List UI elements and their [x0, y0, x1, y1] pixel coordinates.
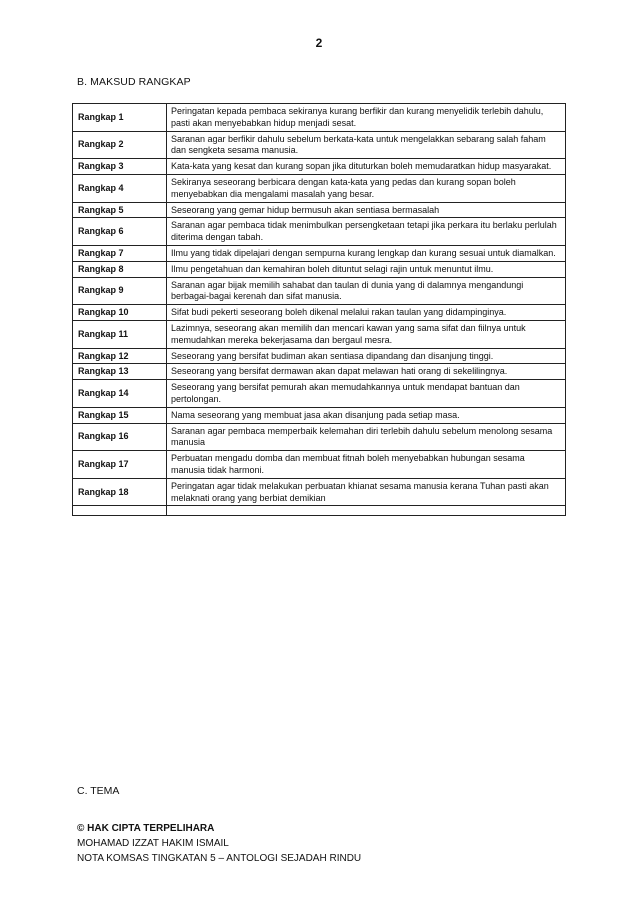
rangkap-label: Rangkap 11: [73, 320, 167, 348]
rangkap-meaning: Sifat budi pekerti seseorang boleh dikenal melalui rakan taulan yang didampinginya.: [167, 305, 566, 321]
rangkap-label: Rangkap 5: [73, 202, 167, 218]
table-row-empty: [73, 506, 566, 516]
table-row: [73, 380, 566, 408]
rangkap-meaning: Saranan agar pembaca memperbaik kelemahan diri terlebih dahulu sebelum menolong sesama manusia: [167, 423, 566, 451]
table-row: [73, 478, 566, 506]
author-name: MOHAMAD IZZAT HAKIM ISMAIL: [77, 838, 229, 849]
rangkap-meaning: Saranan agar pembaca tidak menimbulkan persengketaan tetapi jika perkara itu berlaku perlulah diterima dengan tabah.: [167, 218, 566, 246]
rangkap-meaning: Ilmu pengetahuan dan kemahiran boleh dituntut selagi rajin untuk menuntut ilmu.: [167, 261, 566, 277]
table-row: [73, 320, 566, 348]
table-row: [73, 202, 566, 218]
rangkap-label: Rangkap 7: [73, 245, 167, 261]
rangkap-label: Rangkap 16: [73, 423, 167, 451]
rangkap-label: Rangkap 4: [73, 174, 167, 202]
rangkap-label: Rangkap 15: [73, 407, 167, 423]
rangkap-label: Rangkap 18: [73, 478, 167, 506]
rangkap-label: Rangkap 1: [73, 104, 167, 132]
rangkap-meaning: Kata-kata yang kesat dan kurang sopan jika dituturkan boleh memudaratkan hidup masyarakat.: [167, 159, 566, 175]
rangkap-meaning: Seseorang yang bersifat dermawan akan dapat melawan hati orang di sekelilingnya.: [167, 364, 566, 380]
rangkap-meaning: Peringatan kepada pembaca sekiranya kurang berfikir dan kurang menyelidik terlebih dahulu, pasti akan menyebabkan hidup menjadi sesat.: [167, 104, 566, 132]
rangkap-label: Rangkap 9: [73, 277, 167, 305]
rangkap-label: Rangkap 8: [73, 261, 167, 277]
rangkap-meaning: Perbuatan mengadu domba dan membuat fitnah boleh menyebabkan hubungan sesama manusia tidak harmoni.: [167, 451, 566, 479]
rangkap-meaning: Seseorang yang bersifat pemurah akan memudahkannya untuk mendapat bantuan dan pertolongan.: [167, 380, 566, 408]
table-row: [73, 423, 566, 451]
rangkap-label: Rangkap 6: [73, 218, 167, 246]
rangkap-label: Rangkap 3: [73, 159, 167, 175]
copyright-notice: © HAK CIPTA TERPELIHARA: [77, 823, 215, 834]
table-row: [73, 348, 566, 364]
table-row: [73, 174, 566, 202]
table-row: [73, 245, 566, 261]
rangkap-label: Rangkap 12: [73, 348, 167, 364]
rangkap-meaning: Lazimnya, seseorang akan memilih dan mencari kawan yang sama sifat dan fiilnya untuk memudahkan mereka bekerjasama dan bergaul mesra.: [167, 320, 566, 348]
table-row: [73, 218, 566, 246]
page-number: 2: [315, 36, 323, 50]
table-row: [73, 305, 566, 321]
rangkap-meaning: Seseorang yang gemar hidup bermusuh akan sentiasa bermasalah: [167, 202, 566, 218]
section-heading-maksud-rangkap: B. MAKSUD RANGKAP: [77, 76, 191, 88]
rangkap-label: Rangkap 13: [73, 364, 167, 380]
rangkap-meaning: Saranan agar bijak memilih sahabat dan taulan di dunia yang di dalamnya mengandungi berbagai-bagai kerenah dan sifat manusia.: [167, 277, 566, 305]
rangkap-meaning: Sekiranya seseorang berbicara dengan kata-kata yang pedas dan kurang sopan boleh menyebabkan dia mengalami masalah yang besar.: [167, 174, 566, 202]
rangkap-label: Rangkap 2: [73, 131, 167, 159]
maksud-rangkap-table-body: [73, 104, 566, 516]
maksud-rangkap-table: [72, 103, 566, 516]
table-row: [73, 159, 566, 175]
table-row: [73, 407, 566, 423]
notes-title: NOTA KOMSAS TINGKATAN 5 – ANTOLOGI SEJADAH RINDU: [77, 853, 362, 864]
rangkap-meaning: Ilmu yang tidak dipelajari dengan sempurna kurang lengkap dan kurang sesuai untuk diamalkan.: [167, 245, 566, 261]
footer: [77, 821, 361, 866]
section-heading-tema: C. TEMA: [77, 785, 120, 797]
table-row: [73, 104, 566, 132]
empty-cell: [167, 506, 566, 516]
empty-cell: [73, 506, 167, 516]
table-row: [73, 277, 566, 305]
table-row: [73, 131, 566, 159]
table-row: [73, 451, 566, 479]
rangkap-label: Rangkap 10: [73, 305, 167, 321]
rangkap-meaning: Nama seseorang yang membuat jasa akan disanjung pada setiap masa.: [167, 407, 566, 423]
rangkap-meaning: Seseorang yang bersifat budiman akan sentiasa dipandang dan disanjung tinggi.: [167, 348, 566, 364]
rangkap-meaning: Saranan agar berfikir dahulu sebelum berkata-kata untuk mengelakkan sebarang salah faham dan sengketa sesama manusia.: [167, 131, 566, 159]
table-row: [73, 364, 566, 380]
rangkap-label: Rangkap 14: [73, 380, 167, 408]
table-row: [73, 261, 566, 277]
rangkap-label: Rangkap 17: [73, 451, 167, 479]
rangkap-meaning: Peringatan agar tidak melakukan perbuatan khianat sesama manusia kerana Tuhan pasti akan melaknati orang yang berbiat demikian: [167, 478, 566, 506]
